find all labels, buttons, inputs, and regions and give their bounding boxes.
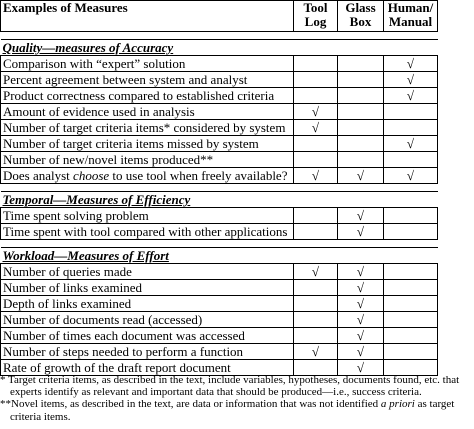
table-row	[1, 56, 438, 72]
tool-log-cell	[294, 264, 338, 280]
human-manual-cell	[384, 344, 438, 360]
table-row	[1, 344, 438, 360]
tool-log-cell	[294, 136, 338, 152]
measure-label: Number of times each document was accessed	[1, 328, 294, 344]
check-mark-icon: √	[311, 120, 320, 135]
footnote-novel-items-cont: criteria items.	[10, 410, 71, 423]
glass-box-cell	[338, 312, 384, 328]
check-mark-icon: √	[356, 328, 365, 343]
header-tool-log-line: Log	[304, 14, 327, 29]
check-mark-icon: √	[406, 88, 415, 103]
human-manual-cell	[384, 328, 438, 344]
tool-log-cell	[294, 344, 338, 360]
table-row	[1, 312, 438, 328]
glass-box-cell	[338, 72, 384, 88]
footnote-target-criteria-cont: experts identify as relevant and important data that should be produced—i.e., success criteria.	[10, 386, 422, 399]
check-mark-icon: √	[356, 224, 365, 239]
section-title-row	[1, 248, 438, 264]
check-mark-icon: √	[356, 168, 365, 183]
human-manual-cell	[384, 152, 438, 168]
check-mark-icon: √	[311, 264, 320, 279]
glass-box-cell	[338, 56, 384, 72]
footnote-novel-items-pre: **Novel items, as described in the text, are data or information that was not identified	[0, 398, 381, 411]
human-manual-cell	[384, 56, 438, 72]
header-glass-box	[338, 1, 384, 32]
check-mark-icon: √	[356, 280, 365, 295]
tool-log-cell	[294, 152, 338, 168]
measure-label: Number of steps needed to perform a function	[1, 344, 294, 360]
header-human-manual	[384, 1, 438, 32]
check-mark-icon: √	[356, 344, 365, 359]
measure-label: Number of target criteria items* considered by system	[1, 120, 294, 136]
check-mark-icon: √	[311, 104, 320, 119]
table-row	[1, 88, 438, 104]
measure-label: Number of new/novel items produced**	[1, 152, 294, 168]
measure-label: Rate of growth of the draft report document	[1, 360, 294, 376]
human-manual-cell	[384, 88, 438, 104]
tool-log-cell	[294, 208, 338, 224]
check-mark-icon: √	[406, 136, 415, 151]
human-manual-cell	[384, 104, 438, 120]
table-row	[1, 224, 438, 240]
spacer-cell	[1, 240, 438, 248]
human-manual-cell	[384, 136, 438, 152]
section-title: Workload—Measures of Effort	[1, 248, 438, 264]
section-spacer	[1, 240, 438, 248]
check-mark-icon: √	[356, 264, 365, 279]
footnote-a-priori: a priori	[380, 398, 415, 411]
header-human-manual-line: Manual	[388, 14, 433, 29]
glass-box-cell	[338, 120, 384, 136]
glass-box-cell	[338, 328, 384, 344]
footnotes	[0, 374, 474, 423]
measure-label-part: to use tool when freely available?	[109, 168, 288, 183]
section-title-row	[1, 192, 438, 208]
footnote-novel-items-post: as target	[414, 398, 455, 411]
check-mark-icon: √	[356, 360, 365, 375]
check-mark-icon: √	[356, 312, 365, 327]
check-mark-icon: √	[311, 168, 320, 183]
header-measures: Examples of Measures	[1, 1, 294, 32]
table-row	[1, 328, 438, 344]
human-manual-cell	[384, 312, 438, 328]
table-row	[1, 72, 438, 88]
measure-label: Time spent with tool compared with other applications	[1, 224, 294, 240]
glass-box-cell	[338, 104, 384, 120]
table-row	[1, 120, 438, 136]
human-manual-cell	[384, 224, 438, 240]
glass-box-cell	[338, 88, 384, 104]
table-row	[1, 136, 438, 152]
measure-label: Percent agreement between system and analyst	[1, 72, 294, 88]
measure-label: Number of target criteria items missed by system	[1, 136, 294, 152]
measure-label	[1, 168, 294, 184]
human-manual-cell	[384, 296, 438, 312]
measure-label: Comparison with “expert” solution	[1, 56, 294, 72]
glass-box-cell	[338, 296, 384, 312]
section-spacer	[1, 32, 438, 40]
table-row	[1, 104, 438, 120]
footnote-target-criteria: * Target criteria items, as described in the text, include variables, hypotheses, documents found, etc. that	[0, 374, 460, 386]
header-tool-log-line: Tool	[303, 0, 328, 15]
glass-box-cell	[338, 280, 384, 296]
tool-log-cell	[294, 280, 338, 296]
table-row	[1, 152, 438, 168]
tool-log-cell	[294, 224, 338, 240]
section-title-row	[1, 40, 438, 56]
tool-log-cell	[294, 120, 338, 136]
glass-box-cell	[338, 344, 384, 360]
measure-label: Depth of links examined	[1, 296, 294, 312]
human-manual-cell	[384, 72, 438, 88]
measure-label-part: Does analyst	[3, 168, 74, 183]
check-mark-icon: √	[406, 168, 415, 183]
header-glass-box-line: Glass	[345, 0, 376, 15]
check-mark-icon: √	[356, 296, 365, 311]
measure-label: Time spent solving problem	[1, 208, 294, 224]
measure-label: Number of documents read (accessed)	[1, 312, 294, 328]
section-title: Quality—measures of Accuracy	[1, 40, 438, 56]
measure-label: Number of links examined	[1, 280, 294, 296]
tool-log-cell	[294, 328, 338, 344]
human-manual-cell	[384, 168, 438, 184]
header-human-manual-line: Human/	[387, 0, 434, 15]
human-manual-cell	[384, 280, 438, 296]
check-mark-icon: √	[406, 56, 415, 71]
table-row	[1, 280, 438, 296]
human-manual-cell	[384, 208, 438, 224]
footnote-novel-items	[0, 398, 474, 410]
glass-box-cell	[338, 224, 384, 240]
section-title: Temporal—Measures of Efficiency	[1, 192, 438, 208]
check-mark-icon: √	[406, 72, 415, 87]
tool-log-cell	[294, 104, 338, 120]
glass-box-cell	[338, 264, 384, 280]
glass-box-cell	[338, 152, 384, 168]
glass-box-cell	[338, 208, 384, 224]
tool-log-cell	[294, 72, 338, 88]
glass-box-cell	[338, 168, 384, 184]
tool-log-cell	[294, 296, 338, 312]
header-tool-log	[294, 1, 338, 32]
human-manual-cell	[384, 264, 438, 280]
measure-label: Product correctness compared to established criteria	[1, 88, 294, 104]
tool-log-cell	[294, 56, 338, 72]
table-row	[1, 208, 438, 224]
table-row	[1, 264, 438, 280]
check-mark-icon: √	[311, 344, 320, 359]
glass-box-cell	[338, 136, 384, 152]
header-row	[1, 1, 438, 32]
measure-label-part: choose	[73, 168, 110, 183]
table-row	[1, 296, 438, 312]
spacer-cell	[1, 32, 438, 40]
header-glass-box-line: Box	[349, 14, 372, 29]
tool-log-cell	[294, 312, 338, 328]
measure-label: Amount of evidence used in analysis	[1, 104, 294, 120]
human-manual-cell	[384, 120, 438, 136]
measure-label: Number of queries made	[1, 264, 294, 280]
tool-log-cell	[294, 168, 338, 184]
table-row	[1, 168, 438, 184]
tool-log-cell	[294, 88, 338, 104]
check-mark-icon: √	[356, 208, 365, 223]
spacer-cell	[1, 184, 438, 192]
section-spacer	[1, 184, 438, 192]
